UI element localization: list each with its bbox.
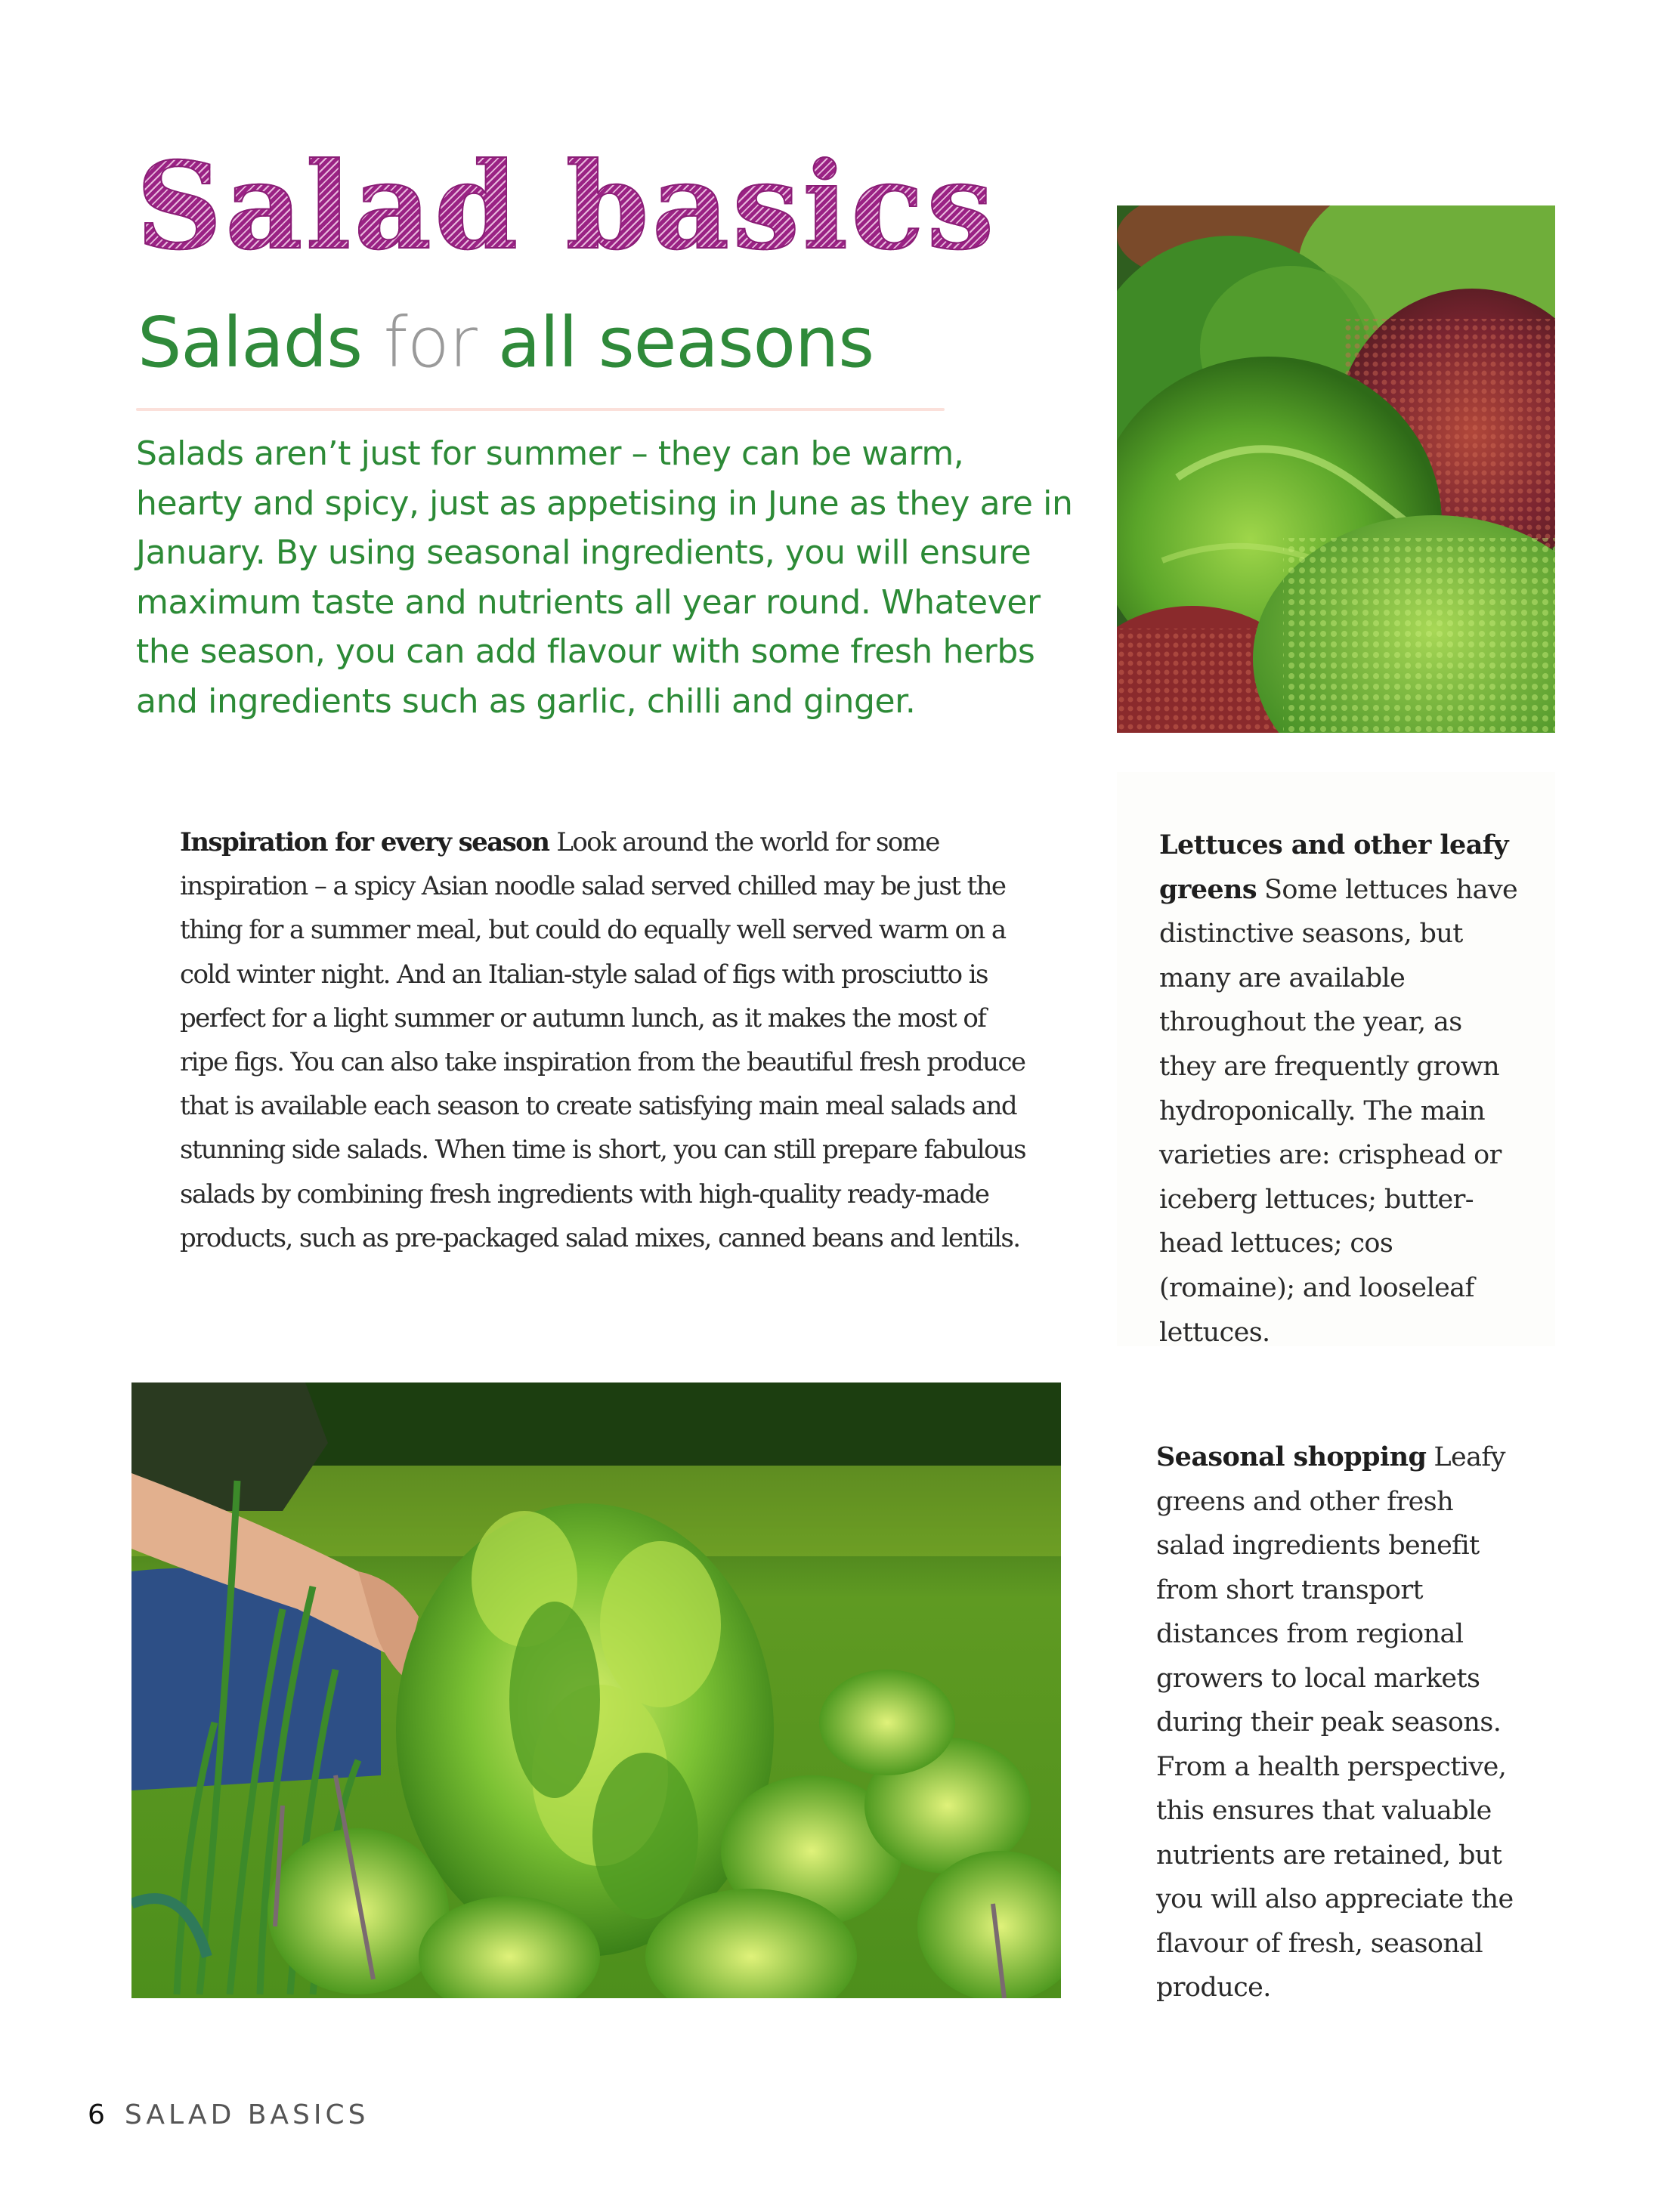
lettuce-varieties-image [1117, 205, 1555, 733]
lettuces-paragraph [1159, 823, 1522, 1355]
page-subtitle [138, 302, 874, 383]
garden-harvest-photo [131, 1382, 1061, 1998]
garden-harvest-image [131, 1382, 1061, 1998]
shopping-paragraph [1156, 1435, 1526, 2010]
section-label: SALAD BASICS [124, 2099, 370, 2130]
shopping-heading: Seasonal shopping [1156, 1441, 1427, 1472]
shopping-text: Leafy greens and other fresh salad ingredients benefit from short transport distances from regional growers to local markets during their peak seasons. From a health perspective, this ensures that valuable nutrients are retained, but you will also appreciate the flavour of fresh, seasonal produce. [1156, 1442, 1514, 2003]
lettuces-heading: Lettuces and other leafy greens [1159, 830, 1508, 905]
subtitle-part-salads: Salads [138, 302, 363, 383]
inspiration-paragraph [180, 820, 1026, 1260]
page-number: 6 [88, 2099, 105, 2130]
title-divider [136, 408, 945, 411]
page-footer [88, 2099, 370, 2130]
subtitle-part-for: for [383, 302, 477, 383]
subtitle-part-all-seasons: all seasons [498, 302, 874, 383]
inspiration-heading: Inspiration for every season [180, 827, 549, 857]
inspiration-text: Look around the world for some inspiration – a spicy Asian noodle salad served chilled may be just the thing for a summer meal, but could do equally well served warm on a cold winter night. And an Italian-style salad of figs with prosciutto is perfect for a light summer or autumn lunch, as it makes the most of ripe figs. You can also take inspiration from the beautiful fresh produce that is available each season to create satisfying main meal salads and stunning side salads. When time is short, you can still prepare fabulous salads by combining fresh ingredients with high-quality ready-made products, such as pre-packaged salad mixes, canned beans and lentils. [180, 827, 1026, 1253]
intro-paragraph: Salads aren’t just for summer – they can be warm, hearty and spicy, just as appetising in June as they are in January. By using seasonal ingredients, you will ensure maximum taste and nutrients all year round. Whatever the season, you can add flavour with some fresh herbs and ingredients such as garlic, chilli and ginger. [136, 434, 1073, 721]
lettuce-varieties-photo [1117, 205, 1555, 733]
lettuces-text: Some lettuces have distinctive seasons, but many are available throughout the year, as they are frequently grown hydroponically. The main varieties are: crisphead or iceberg lettuces; butter-head lettuces; cos (romaine); and looseleaf lettuces. [1159, 874, 1518, 1348]
page-title: Salad basics [136, 137, 997, 276]
